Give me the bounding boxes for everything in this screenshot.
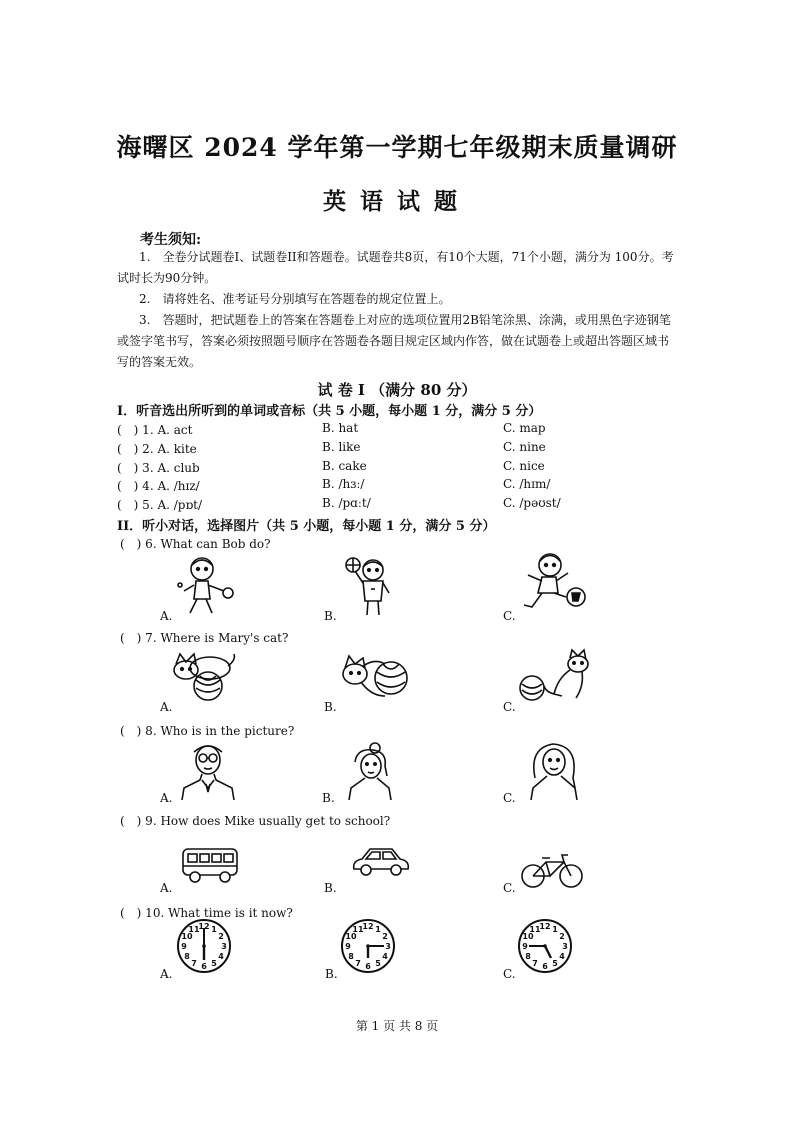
q10-text: ( ) 10. What time is it now?	[120, 906, 293, 920]
svg-text:1: 1	[211, 925, 217, 934]
svg-text:7: 7	[355, 959, 361, 968]
woman-with-bun-image	[345, 742, 395, 802]
svg-text:2: 2	[218, 932, 224, 941]
paper-heading: 试 卷 I （满分 80 分）	[317, 381, 477, 399]
notice-item: 2. 请将姓名、准考证号分别填写在答题卷的规定位置上。	[139, 292, 451, 306]
svg-text:4: 4	[382, 952, 388, 961]
q2-option-b: B. like	[322, 440, 361, 454]
q6-label-c: C.	[503, 609, 516, 623]
cat-beside-yarn-ball-image	[518, 648, 593, 706]
q7-text: ( ) 7. Where is Mary's cat?	[120, 631, 289, 645]
svg-text:3: 3	[562, 942, 568, 951]
svg-text:9: 9	[345, 942, 351, 951]
q10-label-b: B.	[325, 967, 338, 981]
page-footer: 第 1 页 共 8 页	[355, 1019, 439, 1033]
q8-label-c: C.	[503, 791, 516, 805]
q4-option-b: B. /hɜː/	[322, 477, 365, 491]
svg-text:4: 4	[218, 952, 224, 961]
svg-text:12: 12	[362, 922, 374, 931]
boy-kicking-football-image	[518, 551, 590, 615]
q8-text: ( ) 8. Who is in the picture?	[120, 724, 295, 738]
svg-text:10: 10	[345, 932, 357, 941]
svg-text:9: 9	[522, 942, 528, 951]
svg-text:5: 5	[552, 959, 558, 968]
svg-text:3: 3	[221, 942, 227, 951]
boy-with-basketball-image	[343, 555, 398, 617]
svg-text:8: 8	[525, 952, 531, 961]
svg-text:12: 12	[198, 922, 210, 931]
woman-with-long-hair-image	[525, 738, 583, 802]
svg-text:12: 12	[539, 922, 551, 931]
svg-text:6: 6	[365, 962, 371, 971]
svg-text:5: 5	[211, 959, 217, 968]
q9-text: ( ) 9. How does Mike usually get to school?	[120, 814, 391, 828]
clock-b-image	[340, 918, 396, 974]
bicycle-image	[520, 850, 584, 890]
svg-text:11: 11	[352, 925, 364, 934]
cat-behind-yarn-ball-image	[170, 650, 240, 702]
svg-text:7: 7	[532, 959, 538, 968]
svg-text:11: 11	[529, 925, 541, 934]
svg-text:8: 8	[348, 952, 354, 961]
svg-text:6: 6	[201, 962, 207, 971]
q9-label-b: B.	[324, 881, 337, 895]
notice-item: 1. 全卷分试题卷I、试题卷II和答题卷。试题卷共8页，有10个大题，71个小题，满分为 100分。考试时长为90分钟。	[117, 250, 674, 285]
cat-hugging-yarn-ball-image	[341, 650, 413, 704]
q7-label-b: B.	[324, 700, 337, 714]
svg-text:10: 10	[181, 932, 193, 941]
q2-option-a: ( ) 2. A. kite	[117, 442, 197, 456]
svg-text:1: 1	[552, 925, 558, 934]
bus-image	[180, 845, 240, 885]
svg-text:2: 2	[382, 932, 388, 941]
car-image	[350, 845, 412, 879]
q3-option-a: ( ) 3. A. club	[117, 461, 200, 475]
man-with-glasses-image	[180, 740, 235, 802]
clock-a-image	[176, 918, 232, 974]
boy-playing-ping-pong-image	[172, 555, 242, 617]
svg-text:2: 2	[559, 932, 565, 941]
svg-text:11: 11	[188, 925, 200, 934]
svg-text:1: 1	[375, 925, 381, 934]
q4-option-a: ( ) 4. A. /hɪz/	[117, 479, 200, 493]
q7-label-c: C.	[503, 700, 516, 714]
svg-text:9: 9	[181, 942, 187, 951]
q3-option-c: C. nice	[503, 459, 545, 473]
q3-option-b: B. cake	[322, 459, 367, 473]
svg-text:7: 7	[191, 959, 197, 968]
section2-heading: II．听小对话，选择图片（共 5 小题，每小题 1 分，满分 5 分）	[117, 519, 496, 534]
q10-label-a: A.	[160, 967, 173, 981]
q1-option-b: B. hat	[322, 421, 359, 435]
section1-heading: I．听音选出所听到的单词或音标（共 5 小题，每小题 1 分，满分 5 分）	[117, 404, 542, 419]
page-subtitle: 英语试题	[323, 188, 471, 215]
q9-label-c: C.	[503, 881, 516, 895]
svg-text:6: 6	[542, 962, 548, 971]
notice-heading: 考生须知:	[140, 232, 202, 248]
svg-text:5: 5	[375, 959, 381, 968]
page-title: 海曙区 2024 学年第一学期七年级期末质量调研	[116, 133, 678, 162]
q9-label-a: A.	[160, 881, 173, 895]
svg-text:10: 10	[522, 932, 534, 941]
q7-label-a: A.	[160, 700, 173, 714]
q6-text: ( ) 6. What can Bob do?	[120, 537, 271, 551]
q2-option-c: C. nine	[503, 440, 546, 454]
svg-text:3: 3	[385, 942, 391, 951]
q5-option-b: B. /pɑːt/	[322, 496, 371, 510]
q6-label-b: B.	[324, 609, 337, 623]
q5-option-c: C. /pəʊst/	[503, 496, 561, 510]
q1-option-a: ( ) 1. A. act	[117, 423, 193, 437]
q10-label-c: C.	[503, 967, 516, 981]
q8-label-a: A.	[160, 791, 173, 805]
svg-text:4: 4	[559, 952, 565, 961]
q8-label-b: B.	[322, 791, 335, 805]
notice-item: 3. 答题时，把试题卷上的答案在答题卷上对应的选项位置用2B铅笔涂黑、涂满，或用黑色字迹钢笔或签字笔书写，答案必须按照题号顺序在答题卷各题目规定区域内作答，做在试题卷上或超出答题区域书写的答案无效。	[117, 313, 671, 369]
q1-option-c: C. map	[503, 421, 546, 435]
q5-option-a: ( ) 5. A. /pɒt/	[117, 498, 203, 512]
notice-list	[117, 247, 677, 373]
svg-text:8: 8	[184, 952, 190, 961]
q6-label-a: A.	[160, 609, 173, 623]
q4-option-c: C. /hɪm/	[503, 477, 551, 491]
clock-c-image	[517, 918, 573, 974]
